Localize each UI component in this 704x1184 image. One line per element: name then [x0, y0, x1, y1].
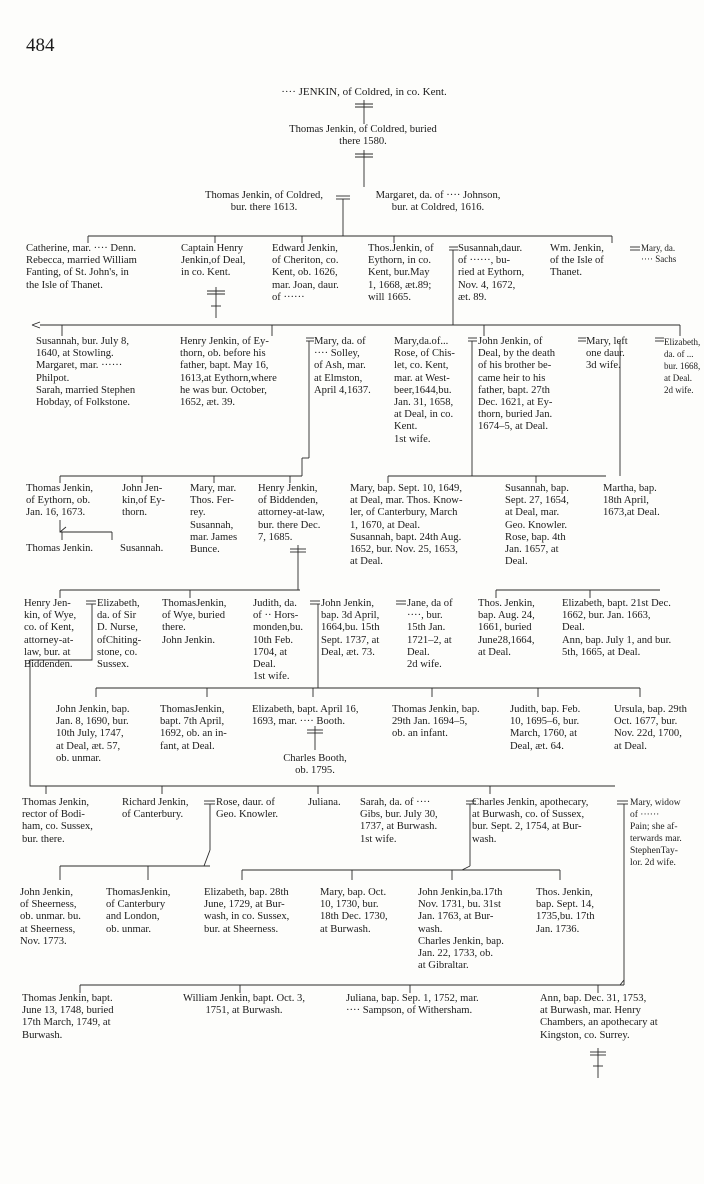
entry-text: Captain Henry Jenkin,of Deal, in co. Kent. [181, 243, 246, 279]
entry-text: Thomas Jenkin, of Coldred, buried there 1580. [289, 124, 437, 148]
entry-text: Thomas Jenkin, bap. 29th Jan. 1694–5, ob. an infant. [392, 704, 480, 740]
entry-text: Thos. Jenkin, bap. Aug. 24, 1661, buried June28,1664, at Deal. [478, 598, 535, 658]
entry-text: Thomas Jenkin, rector of Bodi- ham, co. Sussex, bur. there. [22, 797, 93, 845]
entry-text: John Jenkin, of Deal, by the death of his brother be- came heir to his father, bapt. 27th Dec. 1621, at Ey- thorn, buried Jan. 1674–5, at Deal. [478, 336, 556, 433]
entry-text: Thos.Jenkin, of Eythorn, in co. Kent, bur.May 1, 1668, æt.89; will 1665. [368, 243, 434, 303]
entry-text: William Jenkin, bapt. Oct. 3, 1751, at Burwash. [183, 993, 305, 1017]
entry-text: Mary, da. ···· Sachs [641, 243, 677, 264]
entry-text: Mary, left one daur. 3d wife. [586, 336, 628, 372]
entry-text: Juliana. [308, 797, 341, 808]
entry-text: Mary, da. of ···· Solley, of Ash, mar. at Elmston, April 4,1637. [314, 336, 371, 396]
entry-text: John Jenkin,ba.17th Nov. 1731, bu. 31st Jan. 1763, at Bur- wash. Charles Jenkin, bap. Jan. 22, 1733, ob. at Gibraltar. [418, 887, 504, 972]
entry-text: Margaret, da. of ···· Johnson, bur. at Coldred, 1616. [375, 190, 501, 214]
entry-text: Susannah. [120, 543, 164, 554]
entry-text: ThomasJenkin, of Wye, buried there. John Jenkin. [162, 598, 227, 646]
entry-text: Ursula, bap. 29th Oct. 1677, bur. Nov. 22d, 1700, at Deal. [614, 704, 687, 752]
entry-text: Charles Booth, ob. 1795. [283, 753, 347, 777]
entry-text: Thomas Jenkin, bapt. June 13, 1748, buried 17th March, 1749, at Burwash. [22, 993, 114, 1041]
entry-text: Elizabeth, da. of Sir D. Nurse, ofChiting- stone, co. Sussex. [97, 598, 142, 671]
entry-text: Charles Jenkin, apothecary, at Burwash, co. of Sussex, bur. Sept. 2, 1754, at Bur- wash. [472, 797, 589, 845]
entry-text: Henry Jen- kin, of Wye, co. of Kent, attorney-at- law, bur. at Biddenden. [24, 598, 77, 671]
entry-text: Susannah,daur. of ······, bu- ried at Eythorn, Nov. 4, 1672, æt. 89. [458, 243, 525, 303]
entry-text: ThomasJenkin, bapt. 7th April, 1692, ob. an in- fant, at Deal. [160, 704, 227, 752]
entry-text: Henry Jenkin, of Biddenden, attorney-at-law, bur. there Dec. 7, 1685. [258, 483, 325, 543]
entry-text: Martha, bap. 18th April, 1673,at Deal. [603, 483, 660, 519]
entry-text: John Jenkin, of Sheerness, ob. unmar. bu. at Sheerness, Nov. 1773. [20, 887, 81, 947]
entry-text: Susannah, bap. Sept. 27, 1654, at Deal, mar. Geo. Knowler. Rose, bap. 4th Jan. 1657, at Deal. [505, 483, 569, 568]
entry-text: Rose, daur. of Geo. Knowler. [216, 797, 279, 821]
entry-text: John Jenkin, bap. 3d April, 1664,bu. 15th Sept. 1737, at Deal, æt. 73. [321, 598, 380, 658]
entry-text: Elizabeth, da. of ... bur. 1668, at Deal. 2d wife. [664, 337, 701, 395]
entry-text: ThomasJenkin, of Canterbury and London, ob. unmar. [106, 887, 171, 935]
entry-text: Thos. Jenkin, bap. Sept. 14, 1735,bu. 17th Jan. 1736. [536, 887, 595, 935]
entry-text: Wm. Jenkin, of the Isle of Thanet. [550, 243, 604, 279]
entry-text: Sarah, da. of ···· Gibs, bur. July 30, 1737, at Burwash. 1st wife. [360, 797, 438, 845]
entry-text: Mary, mar. Thos. Fer- rey. Susannah, mar. James Bunce. [190, 483, 238, 556]
entry-text: Susannah, bur. July 8, 1640, at Stowling. Margaret, mar. ······ Philpot. Sarah, married Stephen Hobday, of Folkstone. [36, 336, 136, 409]
entry-text: Juliana, bap. Sep. 1, 1752, mar. ···· Sampson, of Withersham. [346, 993, 479, 1017]
entry-text: Edward Jenkin, of Cheriton, co. Kent, ob. 1626, mar. Joan, daur. of ······ [272, 243, 339, 303]
entry-text: Mary, bap. Oct. 10, 1730, bur. 18th Dec. 1730, at Burwash. [320, 887, 388, 935]
entry-text: Henry Jenkin, of Ey- thorn, ob. before his father, bapt. May 16, 1613,at Eythorn,where he was bur. October, 1652, æt. 39. [180, 336, 277, 409]
entry-text: Elizabeth, bap. 28th June, 1729, at Bur- wash, in co. Sussex, bur. at Sheerness. [204, 887, 290, 935]
entry-text: Judith, da. of ·· Hors- monden,bu. 10th Feb. 1704, at Deal. 1st wife. [253, 598, 304, 683]
entry-text: John Jen- kin,of Ey- thorn. [122, 483, 165, 519]
pedigree-title: ···· JENKIN, of Coldred, in co. Kent. [281, 86, 447, 98]
entry-text: Thomas Jenkin. [26, 543, 94, 554]
page-number: 484 [26, 35, 55, 56]
entry-text: Ann, bap. Dec. 31, 1753, at Burwash, mar. Henry Chambers, an apothecary at Kingston, co. Surrey. [540, 993, 658, 1041]
entry-text: Jane, da of ····, bur. 15th Jan. 1721–2, at Deal. 2d wife. [407, 598, 453, 671]
entry-text: Catherine, mar. ···· Denn. Rebecca, married William Fanting, of St. John's, in the Isle of Thanet. [26, 243, 137, 291]
entry-text: Mary, widow of ······ Pain; she af- terwards mar. StephenTay- lor. 2d wife. [630, 798, 682, 868]
entry-text: Richard Jenkin, of Canterbury. [122, 797, 189, 821]
entry-text: Judith, bap. Feb. 10, 1695–6, bur. March, 1760, at Deal, æt. 64. [510, 704, 581, 752]
entry-text: Thomas Jenkin, of Coldred, bur. there 1613. [205, 190, 323, 214]
entry-text: John Jenkin, bap. Jan. 8, 1690, bur. 10th July, 1747, at Deal, æt. 57, ob. unmar. [56, 704, 130, 764]
entry-text: Thomas Jenkin, of Eythorn, ob. Jan. 16, 1673. [26, 483, 94, 519]
entry-text: Elizabeth, bapt. 21st Dec. 1662, bur. Jan. 1663, Deal. Ann, bap. July 1, and bur. 5th, 1665, at Deal. [562, 598, 672, 658]
entry-text: Elizabeth, bapt. April 16, 1693, mar. ···· Booth. [252, 704, 359, 728]
entry-text: Mary, bap. Sept. 10, 1649, at Deal, mar. Thos. Know- ler, of Canterbury, March 1, 1670, at Deal. Susannah, bapt. 24th Aug. 1652, bur. Nov. 25, 1653, at Deal. [350, 483, 463, 568]
entry-text: Mary,da.of... Rose, of Chis- let, co. Kent, mar. at West- beer,1644,bu. Jan. 31, 1658, at Deal, in co. Kent. 1st wife. [394, 336, 455, 445]
